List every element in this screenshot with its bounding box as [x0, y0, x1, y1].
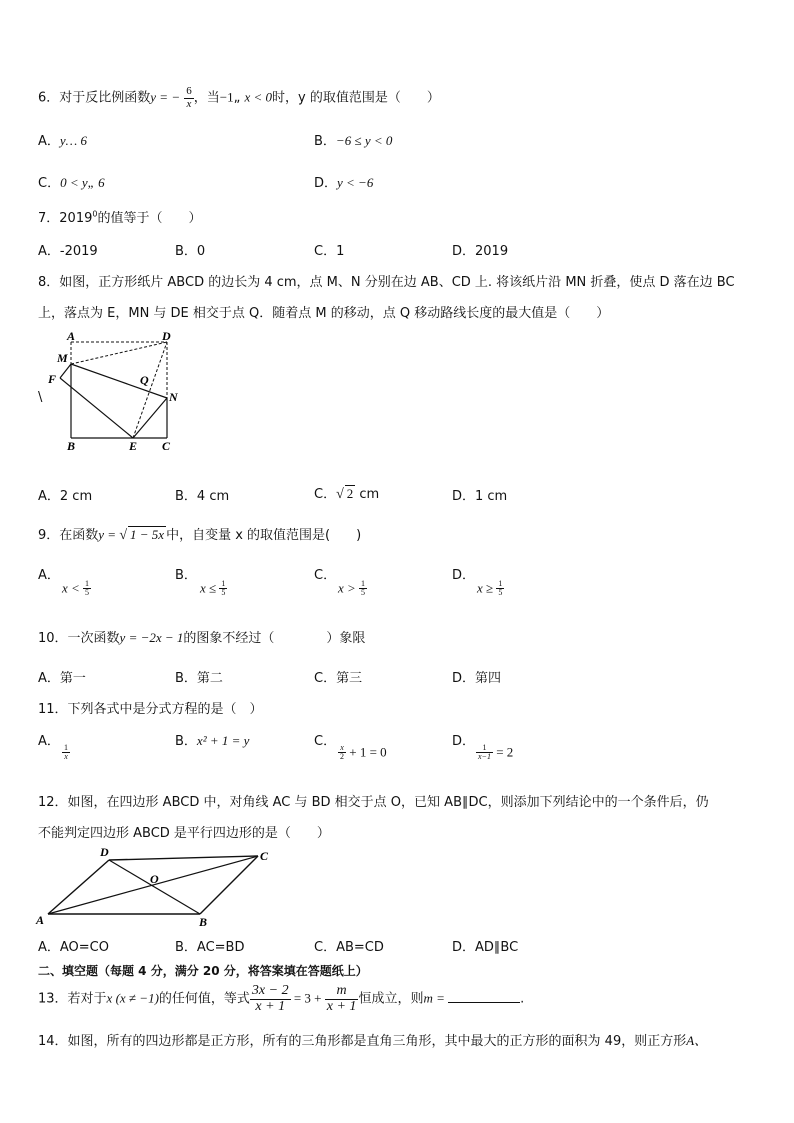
q6-option-d: D．y < −6	[314, 175, 374, 191]
q13-stem: 13．若对于x (x ≠ −1)的任何值，等式 $\frac{3x - 2}{x + 1}$ = 3 + $\frac{m}{x + 1}$ 恒成立，则m = .	[38, 983, 525, 1014]
q10-option-d: D．第四	[452, 671, 502, 686]
q13-answer-blank[interactable]	[448, 990, 520, 1003]
section-2-title: 二、填空题（每题 4 分，满分 20 分，将答案填在答题纸上）	[38, 964, 368, 978]
q8-line-en	[133, 398, 167, 438]
q6-cond2: x < 0	[244, 89, 273, 105]
q12-label-o: O	[150, 872, 159, 886]
q14-stem: 14．如图，所有的四边形都是正方形，所有的三角形都是直角三角形，其中最大的正方形的面积为 49，则正方形A、	[38, 1033, 708, 1049]
q6-fn-lhs: y = −	[150, 89, 181, 105]
q8-line2: 上，落点为 E，MN 与 DE 相交于点 Q．随着点 M 的移动，点 Q 移动路线长度的最大值是（ ）	[38, 306, 610, 321]
q8-label-f: F	[48, 372, 57, 386]
q9-stem: 9．在函数y = √ 1 − 5x 中，自变量 x 的取值范围是( )	[38, 527, 362, 543]
q12-diagonal-bd	[109, 860, 200, 914]
q6-option-b: B．−6 ≤ y < 0	[314, 133, 393, 149]
q9-option-b-label: B．	[175, 568, 197, 583]
q6-option-c: C．0 < y„ 6	[38, 175, 105, 191]
q8-label-n: N	[169, 390, 178, 404]
q9-option-b-math: x ≤ $\frac{1}{5}$	[200, 579, 226, 598]
q11-option-c-math: $\frac{x}{2}$ + 1 = 0	[340, 743, 387, 762]
q12-line1: 12．如图，在四边形 ABCD 中，对角线 AC 与 BD 相交于点 O，已知 AB∥DC，则添加下列结论中的一个条件后，仍	[38, 795, 709, 810]
q8-line-md	[71, 342, 167, 364]
q8-line-ed	[133, 342, 167, 438]
q9-option-d-math: x ≥ $\frac{1}{5}$	[477, 579, 503, 598]
q9-option-d-label: D．	[452, 568, 476, 583]
q7-option-c: C．1	[314, 244, 345, 259]
q12-label-c: C	[260, 849, 269, 863]
q12-label-b: B	[199, 915, 208, 929]
q9-option-c-label: C．	[314, 568, 337, 583]
q11-option-a-math: $\frac{1}{x}$	[64, 743, 68, 762]
q8-label-e: E	[129, 439, 138, 453]
q8-line-mf	[60, 364, 71, 378]
q8-label-q: Q	[140, 373, 149, 387]
q8-label-d: D	[162, 329, 171, 343]
q8-label-m: M	[57, 351, 68, 365]
q11-option-c-label: C．	[314, 734, 337, 749]
q12-option-a: A．AO=CO	[38, 940, 109, 955]
q9-option-a-label: A．	[38, 568, 60, 583]
q12-edge-cb	[200, 856, 258, 914]
q8-figure	[40, 328, 190, 454]
q8-label-b: B	[67, 439, 76, 453]
q6-cond: −1	[219, 89, 234, 105]
q8-option-d: D．1 cm	[452, 489, 508, 504]
q6-stem: 6．对于反比例函数y = − $\frac{6}{x}$ ，当−1„ x < 0时，y 的取值范围是（ ）	[38, 85, 440, 110]
q10-stem: 10．一次函数y = −2x − 1的图象不经过（ ）象限	[38, 630, 366, 646]
q12-label-d: D	[100, 845, 109, 859]
q6-prefix: 6．对于反比例函数	[38, 90, 151, 106]
q11-option-b: B．x² + 1 = y	[175, 733, 250, 749]
q11-option-d-label: D．	[452, 734, 476, 749]
q9-option-a-math: x < $\frac{1}{5}$	[62, 579, 90, 598]
q6-suffix: 时，y 的取值范围是（ ）	[272, 90, 440, 106]
q11-option-d-math: $\frac{1}{x-1}$ = 2	[478, 743, 514, 762]
q8-label-a: A	[67, 329, 76, 343]
q9-option-c-math: x > $\frac{1}{5}$	[338, 579, 366, 598]
q8-label-c: C	[162, 439, 171, 453]
q12-line2: 不能判定四边形 ABCD 是平行四边形的是（ ）	[38, 826, 330, 841]
q8-option-b: B．4 cm	[175, 489, 230, 504]
q8-line-mn	[71, 364, 167, 398]
q8-option-a: A．2 cm	[38, 489, 93, 504]
q10-option-a: A．第一	[38, 671, 86, 686]
q12-figure	[34, 844, 284, 930]
q12-label-a: A	[36, 913, 45, 927]
q11-stem: 11．下列各式中是分式方程的是（ ）	[38, 702, 263, 717]
q7-option-d: D．2019	[452, 244, 509, 259]
q8-option-c: C．√ 2 cm	[314, 486, 380, 502]
q12-option-b: B．AC=BD	[175, 940, 245, 955]
q12-edge-dc	[109, 856, 258, 860]
q6-fn-fraction: $\frac{6}{x}$	[186, 85, 192, 110]
q7-stem: 7．2019$^0$的值等于（ ）	[38, 209, 202, 226]
q12-option-c: C．AB=CD	[314, 940, 384, 955]
q10-option-b: B．第二	[175, 671, 223, 686]
q12-option-d: D．AD∥BC	[452, 940, 519, 955]
q7-option-b: B．0	[175, 244, 206, 259]
q7-option-a: A．-2019	[38, 244, 98, 259]
q6-mid: ，当	[193, 90, 220, 106]
q10-option-c: C．第三	[314, 671, 363, 686]
q8-line1: 8．如图，正方形纸片 ABCD 的边长为 4 cm，点 M、N 分别在边 AB、CD 上. 将该纸片沿 MN 折叠，使点 D 落在边 BC	[38, 275, 735, 290]
q8-stray-mark: \	[38, 390, 43, 405]
q6-option-a: A．y… 6	[38, 133, 87, 149]
q11-option-a-label: A．	[38, 734, 60, 749]
